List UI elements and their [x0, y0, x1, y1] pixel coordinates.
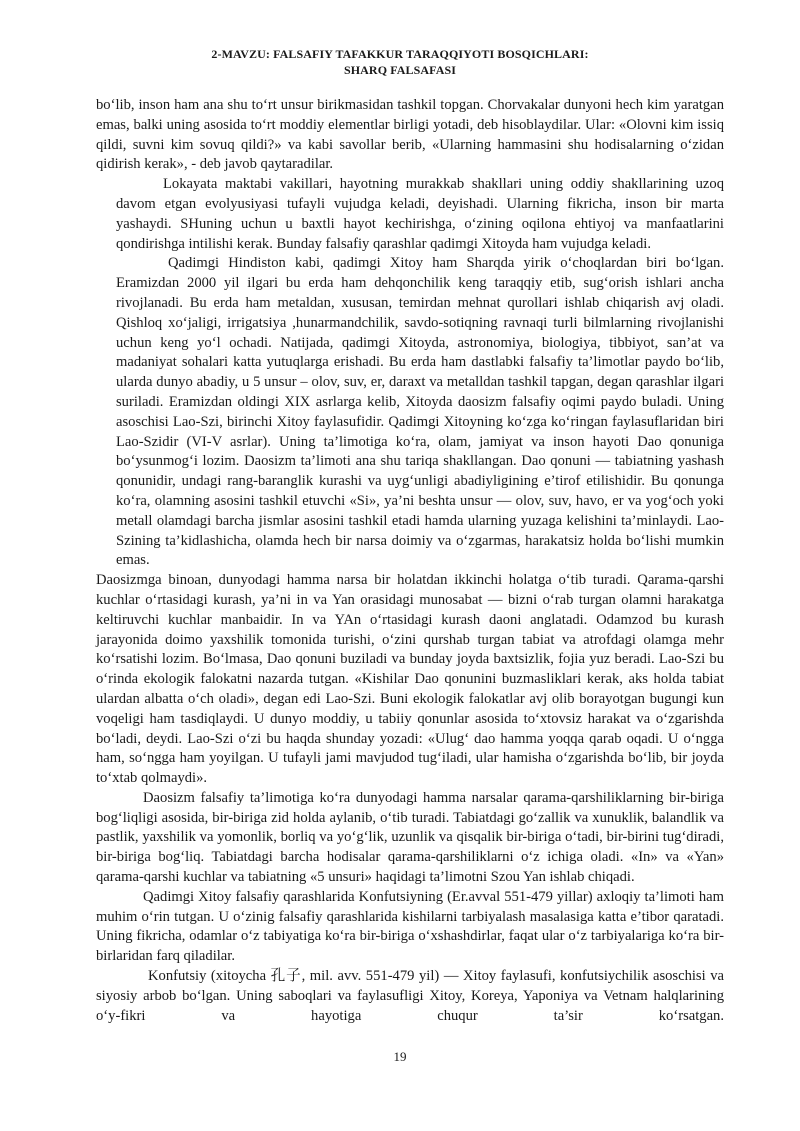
- paragraph-6: Qadimgi Xitoy falsafiy qarashlarida Konfutsiyning (Er.avval 551-479 yillar) axloqiy ta’limoti ham muhim o‘rin tutgan. U o‘zinig falsafiy qarashlarida kishilarni tarbiyalash masalasiga katta e’tibor qaratadi. Uning fikricha, odamlar o‘z tabiyatiga ko‘ra bir-biriga o‘xshashdirlar, faqat ular o‘z tarbiyalariga ko‘ra bir-birlaridan farq qiladilar.: [96, 888, 724, 965]
- paragraph-3: Qadimgi Hindiston kabi, qadimgi Xitoy ham Sharqda yirik o‘choqlardan biri bo‘lgan. Eramizdan 2000 yil ilgari bu erda ham dehqonchilik keng taraqqiy etib, sug‘orish ishlari ancha rivojlanadi. Bu erda ham metaldan, xususan, temirdan mehnat qurollari ishlab chiqarish avj oladi. Qishloq xo‘jaligi, irrigatsiya ,hunarmandchilik, savdo-sotiqning ravnaqi turli bilmlarning rivojlanishi uchun keng yo‘l ochadi. Natijada, qadimgi Xitoyda, astronomiya, biologiya, tibbiyot, san’at va madaniyat sohalari katta yutuqlarga erishadi. Bu erda ham dastlabki falsafiy ta’limotlar paydo bo‘lib, ularda dunyo abadiy, u 5 unsur – olov, suv, er, daraxt va metalldan tashkil tapgan, degan qarashlar ilgari suriladi. Eramizdan oldingi XIX asrlarga kelib, Xitoyda daosizm falsafiy oqimi paydo buladi. Uning asoschisi Lao-Szi, birinchi Xitoy faylasufidir. Qadimgi Xitoyning ko‘zga ko‘ringan faylasuflaridan biri Lao-Szidir (VI-V asrlar). Uning ta’limotiga ko‘ra, olam, jamiyat va inson hayoti Dao qonuniga bo‘ysunmog‘i lozim. Daosizm ta’limoti ana shu tariqa shakllangan. Dao qonuni — tabiatning yashash qonunidir, undagi rang-baranglik kurashi va uyg‘unligi abadiyligining e’tirof etilishidir. Bu qonunga ko‘ra, olamning asosini tashkil etuvchi «Si», ya’ni beshta unsur — olov, suv, havo, er va yog‘och yoki metall olamdagi barcha jismlar asosini tashkil etadi hamda ularning yuzaga kelishini ta’minlaydi. Lao-Szining ta’kidlashicha, olamda hech bir narsa doimiy va o‘zgarmas, harakatsiz holda bo‘lishi mumkin emas.: [116, 255, 724, 569]
- paragraph-7: Konfutsiy (xitoycha 孔子, mil. avv. 551-479 yil) — Xitoy faylasufi, konfutsiychilik asoschisi va siyosiy arbob bo‘lgan. Uning saboqlari va faylasufligi Xitoy, Koreya, Yaponiya va Vetnam halqlarining o‘y-fikri va hayotiga chuqur ta’sir ko‘rsatgan.: [96, 968, 724, 1024]
- body-text: [96, 96, 724, 1026]
- page-number: 19: [393, 1049, 407, 1064]
- header-title-line2: SHARQ FALSAFASI: [343, 63, 457, 77]
- paragraph-2: Lokayata maktabi vakillari, hayotning murakkab shakllari uning oddiy shakllarining uzoq davom etgan evolyusiyasi tufayli vujudga keladi, deyishadi. Ularning fikricha, inson bir marta yashaydi. SHuning uchun u baxtli hayot kechirishga, o‘zining oqilona ehtiyoj va manfaatlarini qondirishga intilishi kerak. Bunday falsafiy qarashlar qadimgi Xitoyda ham vujudga keladi.: [116, 176, 724, 252]
- header-title-line1: 2-MAVZU: FALSAFIY TAFAKKUR TARAQQIYOTI BOSQICHLARI:: [211, 47, 589, 61]
- paragraph-5: Daosizm falsafiy ta’limotiga ko‘ra dunyodagi hamma narsalar qarama-qarshiliklarning bir-biriga bog‘liqligi asosida, bir-biriga zid holda aylanib, o‘tib turadi. Tabiatdagi go‘zallik va xunuklik, balandlik va pastlik, yaxshilik va yomonlik, borliq va yo‘g‘lik, uzunlik va qisqalik bir-biriga o‘tadi, bir-birini tug‘diradi, bir-biriga bog‘liq. Tabiatdagi barcha hodisalar qarama-qarshiliklarni o‘z ichiga oladi. «In» va «Yan» qarama-qarshi kuchlar va tabiatning «5 unsuri» haqidagi ta’limotni Szou Yan ishlab chiqadi.: [96, 789, 724, 886]
- paragraph-1: bo‘lib, inson ham ana shu to‘rt unsur birikmasidan tashkil topgan. Chorvakalar dunyoni hech kim yaratgan emas, balki uning asosida to‘rt moddiy elementlar birligi yotadi, deb hisoblaydilar. Ular: «Olovni kim issiq qildi, suvni kim sovuq qildi?» va kabi savollar berib, «Ularning hammasini shu hodisalarning o‘zidan qidirish kerak», - deb javob qaytaradilar.: [96, 97, 724, 173]
- paragraph-4: Daosizmga binoan, dunyodagi hamma narsa bir holatdan ikkinchi holatga o‘tib turadi. Qarama-qarshi kuchlar o‘rtasidagi kurash, ya’ni in va Yan orasidagi munosabat — bizni o‘rab turgan olamni harakatga keltiruvchi kuchlar manbaidir. In va YAn o‘rtasidagi kurash daoni anglatadi. Odamzod bu kurash jarayonida doimo yaxshilik tomonida turishi, o‘zini qurshab turgan tabiat va atrofdagi olamga mehr ko‘rsatishi lozim. Bo‘lmasa, Dao qonuni buziladi va bunday joyda baxtsizlik, fojia yuz beradi. Lao-Szi bu o‘rinda ekologik falokatni nazarda tutgan. «Kishilar Dao qonunini buzmasliklari kerak, aks holda tabiat ulardan albatta o‘ch oladi», degan edi Lao-Szi. Buni ekologik falokatlar avj olib borayotgan bugungi kun voqeligi ham tasdiqlaydi. U dunyo moddiy, u tabiiy qonunlar asosida to‘xtovsiz harakat va o‘zgarishda bo‘ladi, deydi. Lao-Szi o‘zi bu haqda shunday yozadi: «Ulug‘ dao hamma yoqqa qarab oqadi. U o‘ngga ham, so‘ngga ham yoyilgan. U tufayli jami mavjudod tug‘iladi, ular hamisha o‘zgarishda bo‘lib, bir joyda to‘xtab qolmaydi».: [96, 572, 724, 787]
- page-header: [0, 46, 800, 78]
